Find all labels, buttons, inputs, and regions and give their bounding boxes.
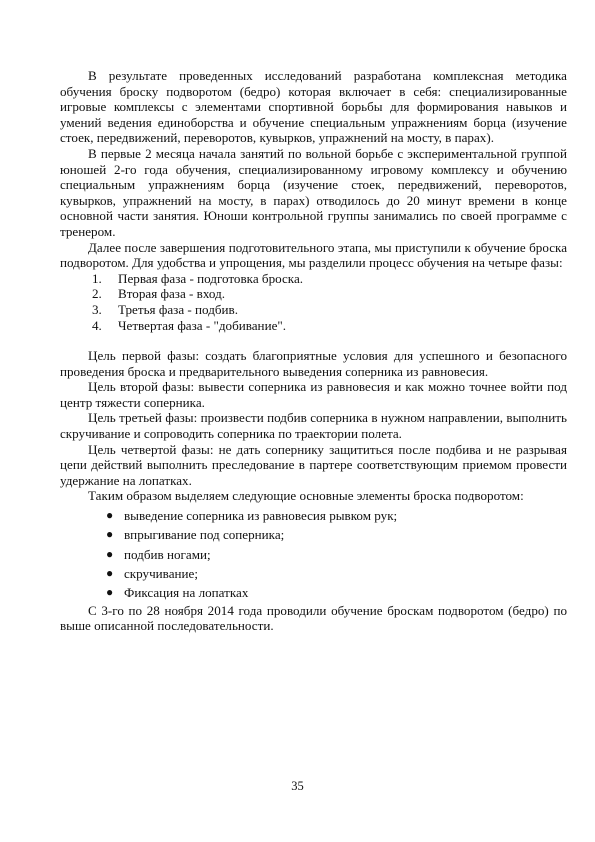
phase-item — [60, 318, 567, 334]
phase-number: 4. — [92, 317, 102, 333]
paragraph-first-months: В первые 2 месяца начала занятий по вольной борьбе с экспериментальной группой юношей 2-го года обучения, специализированному игровому комплексу и обучению специальным упражнениям борца (изучение стоек, передвижений, переворотов, кувырков, упражнений на мосту, в парах) отводилось до 20 минут времени в конце основной части занятия. Юноши контрольной группы занимались по своей программе с тренером. — [60, 145, 567, 239]
element-item — [60, 583, 567, 602]
phase-number: 1. — [92, 270, 102, 286]
bullet-icon: ● — [106, 546, 114, 561]
element-item — [60, 545, 567, 564]
spacer — [60, 333, 567, 348]
element-item — [60, 564, 567, 583]
paragraph-goal-phase-1: Цель первой фазы: создать благоприятные условия для успешного и безопасного проведения броска и предварительного выведения соперника из равновесия. — [60, 348, 567, 379]
phase-text: Третья фаза - подбив. — [118, 301, 238, 317]
paragraph-phases-intro: Далее после завершения подготовительного этапа, мы приступили к обучение броска подворотом. Для удобства и упрощения, мы разделили процесс обучения на четыре фазы: — [60, 239, 567, 271]
element-text: Фиксация на лопатках — [124, 585, 249, 601]
element-text: скручивание; — [124, 565, 198, 581]
page-number: 35 — [291, 779, 304, 793]
elements-list — [60, 506, 567, 602]
paragraph-goal-phase-4: Цель четвертой фазы: не дать сопернику защититься после подбива и не разрывая цепи действий выполнить преследование в партере соответствующим приемом провести удержание на лопатках. — [60, 441, 567, 488]
page-content — [60, 68, 567, 634]
bullet-icon: ● — [106, 508, 114, 523]
element-text: выведение соперника из равновесия рывком рук; — [124, 508, 398, 524]
element-item — [60, 525, 567, 544]
phase-number: 2. — [92, 286, 102, 302]
phase-item — [60, 271, 567, 287]
element-item — [60, 506, 567, 525]
paragraph-goal-phase-2: Цель второй фазы: вывести соперника из равновесия и как можно точнее войти под центр тяжести соперника. — [60, 379, 567, 410]
element-text: впрыгивание под соперника; — [124, 527, 285, 543]
phase-number: 3. — [92, 301, 102, 317]
bullet-icon: ● — [106, 527, 114, 542]
paragraph-goal-phase-3: Цель третьей фазы: произвести подбив соперника в нужном направлении, выполнить скручивание и сопроводить соперника по траектории полета. — [60, 410, 567, 442]
paragraph-methodology: В результате проведенных исследований разработана комплексная методика обучения броску подворотом (бедро) которая включает в себя: специализированные игровые комплексы с элементами спортивной борьбы для формирования навыков и умений ведения единоборства и обучение специальным упражнениям борца (изучение стоек, передвижений, переворотов, кувырков, упражнений на мосту, в парах). — [60, 68, 567, 146]
paragraph-training-period: С 3-го по 28 ноября 2014 года проводили обучение броскам подворотом (бедро) по выше описанной последовательности. — [60, 602, 567, 634]
phase-item — [60, 302, 567, 318]
phase-text: Вторая фаза - вход. — [118, 286, 226, 302]
bullet-icon: ● — [106, 585, 114, 600]
bullet-icon: ● — [106, 565, 114, 580]
phase-item — [60, 286, 567, 302]
phase-text: Четвертая фаза - "добивание". — [118, 317, 287, 333]
element-text: подбив ногами; — [124, 546, 211, 562]
paragraph-elements-intro: Таким образом выделяем следующие основные элементы броска подворотом: — [88, 488, 524, 504]
phase-text: Первая фаза - подготовка броска. — [118, 270, 304, 286]
phases-list — [60, 271, 567, 333]
